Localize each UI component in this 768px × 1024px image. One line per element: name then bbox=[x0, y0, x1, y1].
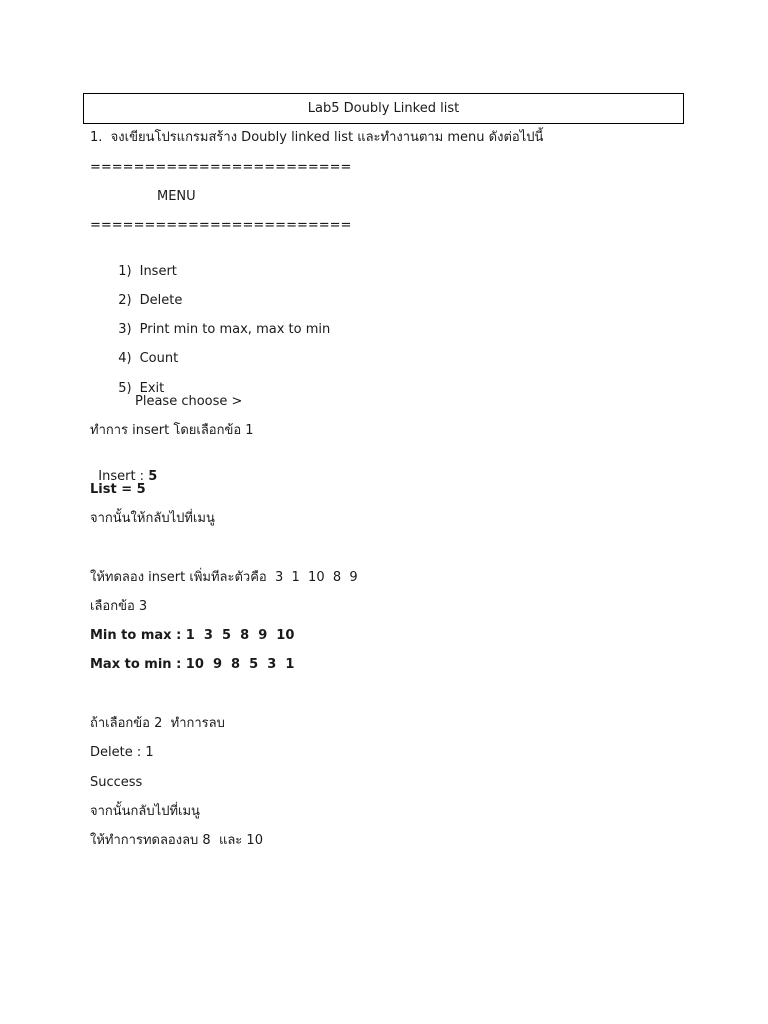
menu-item-number: 1) bbox=[118, 264, 132, 279]
menu-item-number: 5) bbox=[118, 381, 132, 396]
page-title-text: Lab5 Doubly Linked list bbox=[307, 101, 460, 116]
menu-item-label: Exit bbox=[139, 381, 165, 396]
success-text: Success bbox=[90, 775, 143, 790]
delete-line: Delete : 1 bbox=[90, 745, 154, 760]
insert-line bbox=[90, 453, 157, 485]
page-title bbox=[83, 93, 684, 124]
separator-top: ======================== bbox=[90, 160, 352, 175]
back-to-menu-text: จากนั้นให้กลับไปที่เมนู bbox=[90, 511, 215, 526]
menu-item bbox=[110, 306, 330, 338]
menu-item-label: Print min to max, max to min bbox=[139, 322, 331, 337]
step-insert-text: ทำการ insert โดยเลือกข้อ 1 bbox=[90, 423, 254, 438]
menu-item bbox=[110, 248, 177, 280]
menu-item bbox=[110, 365, 164, 397]
menu-item-number: 2) bbox=[118, 293, 132, 308]
menu-heading: MENU bbox=[157, 189, 196, 204]
menu-item-number: 3) bbox=[118, 322, 132, 337]
menu-item bbox=[110, 277, 182, 309]
choose-3-text: เลือกข้อ 3 bbox=[90, 599, 148, 614]
instruction-text: 1. จงเขียนโปรแกรมสร้าง Doubly linked list และทำงานตาม menu ดังต่อไปนี้ bbox=[90, 130, 544, 145]
menu-item-label: Insert bbox=[139, 264, 177, 279]
min-to-max-output: Min to max : 1 3 5 8 9 10 bbox=[90, 628, 295, 643]
menu-item-number: 4) bbox=[118, 351, 132, 366]
insert-value: 5 bbox=[148, 469, 158, 484]
separator-bottom: ======================== bbox=[90, 218, 352, 233]
try-delete-text: ให้ทำการทดลองลบ 8 และ 10 bbox=[90, 833, 263, 848]
menu-item-label: Delete bbox=[139, 293, 183, 308]
insert-label: Insert : bbox=[98, 469, 149, 484]
list-result: List = 5 bbox=[90, 482, 146, 497]
menu-item-label: Count bbox=[139, 351, 179, 366]
menu-item bbox=[110, 335, 178, 367]
max-to-min-output: Max to min : 10 9 8 5 3 1 bbox=[90, 657, 295, 672]
prompt-text: Please choose > bbox=[135, 394, 243, 409]
back-to-menu-text-2: จากนั้นกลับไปที่เมนู bbox=[90, 804, 200, 819]
try-insert-text: ให้ทดลอง insert เพิ่มทีละตัวคือ 3 1 10 8 9 bbox=[90, 570, 358, 585]
choose-2-text: ถ้าเลือกข้อ 2 ทำการลบ bbox=[90, 716, 225, 731]
